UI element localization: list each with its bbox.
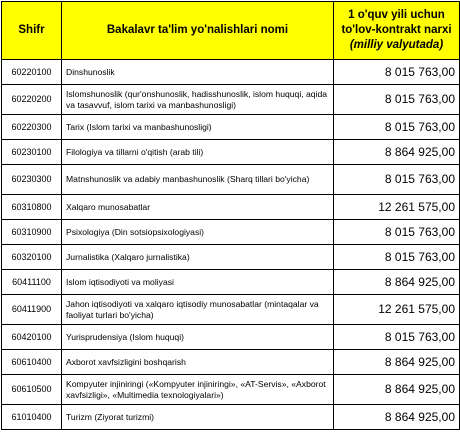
row-code: 60230300 bbox=[2, 165, 62, 195]
row-name: Kompyuter injiniringi («Kompyuter injiniringi», «AT-Servis», «Axborot xavfsizligi», «Multimedia texnologiyalari») bbox=[62, 375, 334, 405]
row-price: 8 864 925,00 bbox=[334, 375, 460, 405]
table-row bbox=[2, 140, 460, 165]
header-code: Shifr bbox=[2, 2, 62, 60]
row-name: Xalqaro munosabatlar bbox=[62, 195, 334, 220]
table-row bbox=[2, 270, 460, 295]
row-price: 8 015 763,00 bbox=[334, 220, 460, 245]
row-code: 60220100 bbox=[2, 60, 62, 85]
table-row bbox=[2, 195, 460, 220]
row-code: 60610400 bbox=[2, 350, 62, 375]
row-price: 8 015 763,00 bbox=[334, 325, 460, 350]
table-row bbox=[2, 405, 460, 430]
row-price: 8 864 925,00 bbox=[334, 350, 460, 375]
row-code: 60310900 bbox=[2, 220, 62, 245]
header-price bbox=[334, 2, 460, 60]
tuition-fees-table bbox=[1, 1, 460, 430]
header-name: Bakalavr ta'lim yo'nalishlari nomi bbox=[62, 2, 334, 60]
row-name: Islom iqtisodiyoti va moliyasi bbox=[62, 270, 334, 295]
row-name: Jurnalistika (Xalqaro jurnalistika) bbox=[62, 245, 334, 270]
row-name: Filologiya va tillarni o'qitish (arab tili) bbox=[62, 140, 334, 165]
table-row bbox=[2, 325, 460, 350]
header-price-line1: 1 o'quv yili uchun bbox=[348, 9, 445, 21]
row-name: Axborot xavfsizligini boshqarish bbox=[62, 350, 334, 375]
row-code: 60411900 bbox=[2, 295, 62, 325]
row-name: Dinshunoslik bbox=[62, 60, 334, 85]
header-price-line2: to'lov-kontrakt narxi bbox=[341, 24, 452, 36]
row-name: Jahon iqtisodiyoti va xalqaro iqtisodiy munosabatlar (mintaqalar va faoliyat turlari bo'yicha) bbox=[62, 295, 334, 325]
row-price: 8 015 763,00 bbox=[334, 85, 460, 115]
table-row bbox=[2, 375, 460, 405]
table-row bbox=[2, 85, 460, 115]
table-row bbox=[2, 245, 460, 270]
row-code: 61010400 bbox=[2, 405, 62, 430]
row-name: Turizm (Ziyorat turizmi) bbox=[62, 405, 334, 430]
header-price-line3: (milliy valyutada) bbox=[349, 39, 444, 51]
row-name: Matnshunoslik va adabiy manbashunoslik (Sharq tillari bo'yicha) bbox=[62, 165, 334, 195]
row-code: 60411100 bbox=[2, 270, 62, 295]
row-code: 60310800 bbox=[2, 195, 62, 220]
row-code: 60320100 bbox=[2, 245, 62, 270]
row-price: 8 864 925,00 bbox=[334, 270, 460, 295]
row-price: 12 261 575,00 bbox=[334, 195, 460, 220]
row-code: 60420100 bbox=[2, 325, 62, 350]
row-price: 8 015 763,00 bbox=[334, 245, 460, 270]
table-header-row bbox=[2, 2, 460, 60]
table-row bbox=[2, 350, 460, 375]
row-code: 60610500 bbox=[2, 375, 62, 405]
row-code: 60220300 bbox=[2, 115, 62, 140]
table-row bbox=[2, 295, 460, 325]
row-price: 8 864 925,00 bbox=[334, 140, 460, 165]
row-code: 60220200 bbox=[2, 85, 62, 115]
row-price: 8 864 925,00 bbox=[334, 405, 460, 430]
row-price: 8 015 763,00 bbox=[334, 60, 460, 85]
row-name: Tarix (Islom tarixi va manbashunosligi) bbox=[62, 115, 334, 140]
row-price: 8 015 763,00 bbox=[334, 115, 460, 140]
row-name: Psixologiya (Din sotsiopsixologiyasi) bbox=[62, 220, 334, 245]
table-row bbox=[2, 115, 460, 140]
table-row bbox=[2, 165, 460, 195]
row-name: Islomshunoslik (qur'onshunoslik, hadisshunoslik, islom huquqi, aqida va tasavvuf, islom tarixi va manbashunosligi) bbox=[62, 85, 334, 115]
row-price: 12 261 575,00 bbox=[334, 295, 460, 325]
row-code: 60230100 bbox=[2, 140, 62, 165]
row-price: 8 015 763,00 bbox=[334, 165, 460, 195]
table-row bbox=[2, 220, 460, 245]
row-name: Yurisprudensiya (Islom huquqi) bbox=[62, 325, 334, 350]
table-row bbox=[2, 60, 460, 85]
